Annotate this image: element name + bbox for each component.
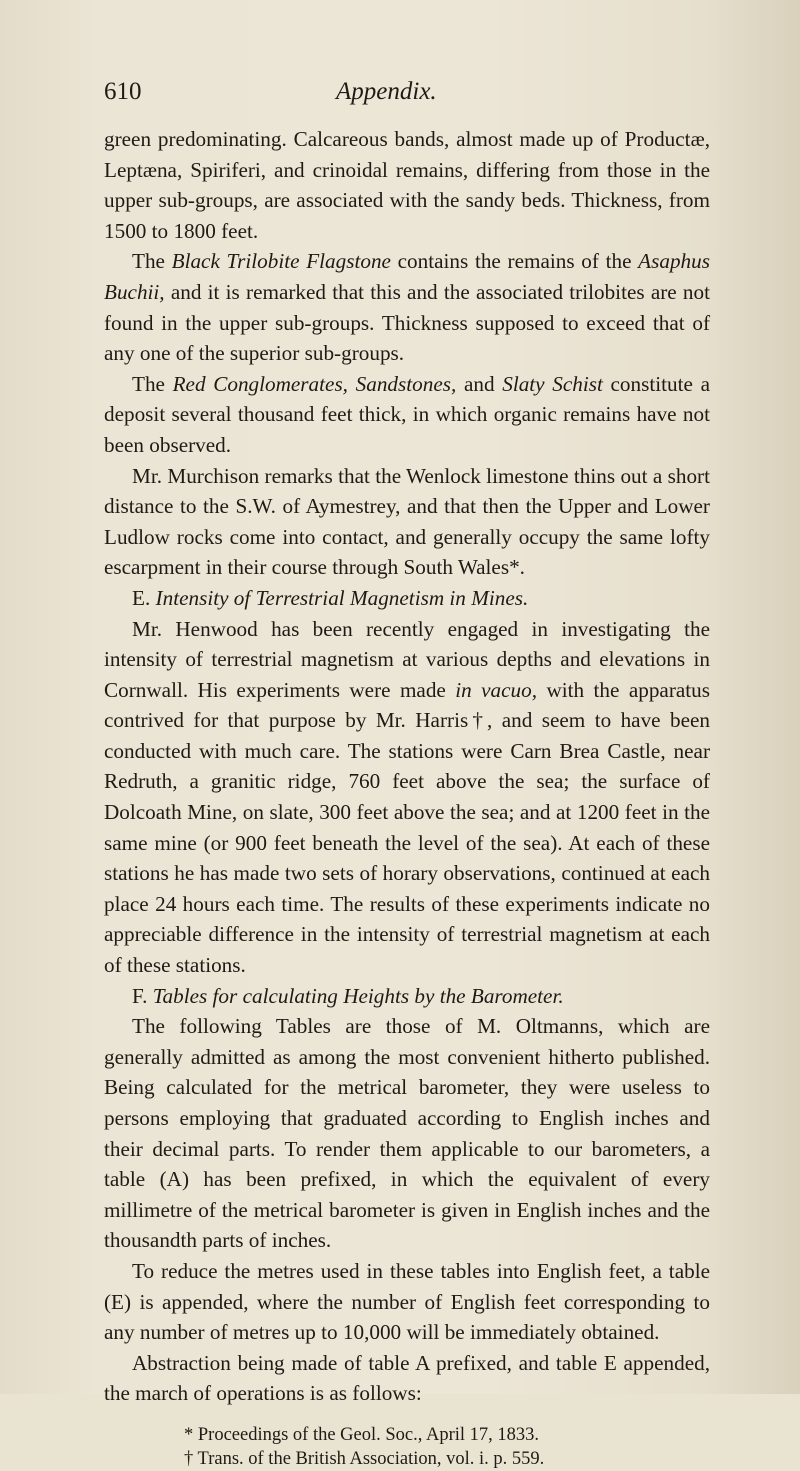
footnote: * Proceedings of the Geol. Soc., April 17, 1833. bbox=[184, 1424, 540, 1445]
text-run: Mr. Henwood has been recently engaged in investigating the intensity of terrestrial magnetism at various depths and elevations in Cornwall. His experiments were made bbox=[104, 616, 710, 702]
footnote: † Trans. of the British Association, vol. i. p. 559. bbox=[184, 1448, 545, 1469]
section-heading bbox=[104, 981, 710, 1012]
italic-text: Black Trilobite Flagstone bbox=[171, 249, 391, 274]
section-heading bbox=[104, 583, 710, 614]
text-run: The bbox=[132, 249, 172, 274]
paragraph bbox=[104, 1348, 710, 1409]
italic-text: Intensity of Terrestrial Magnetism in Mines. bbox=[155, 585, 529, 610]
italic-text: Red Conglomerates, Sandstones, bbox=[172, 371, 457, 396]
footnotes bbox=[104, 1423, 710, 1471]
paragraph bbox=[104, 1011, 710, 1256]
text-run: F. bbox=[132, 983, 153, 1008]
text-run: green predominating. Calcareous bands, almost made up of Productæ, Leptæna, Spiriferi, and crinoidal remains, differing from those in the upper sub-groups, are associated with the sandy beds. Thickness, from 1500 to 1800 feet. bbox=[104, 127, 710, 243]
italic-text: Asaphus Buchii, bbox=[104, 249, 710, 304]
text-run: constitute a deposit several thousand feet thick, in which organic remains have not been observed. bbox=[104, 371, 710, 457]
italic-text: Slaty Schist bbox=[502, 371, 603, 396]
page-header bbox=[104, 78, 724, 108]
body-text bbox=[104, 124, 710, 1471]
text-run: Abstraction being made of table A prefixed, and table E appended, the march of operations is as follows: bbox=[104, 1350, 710, 1406]
running-head: Appendix. bbox=[336, 78, 437, 105]
text-run: The bbox=[132, 371, 173, 396]
text-run: E. bbox=[132, 585, 156, 610]
paragraph bbox=[104, 124, 710, 246]
paragraph bbox=[104, 246, 710, 368]
paragraph bbox=[104, 614, 710, 981]
text-run: and it is remarked that this and the associated trilobites are not found in the upper sub-groups. Thickness supposed to exceed that of any one of the superior sub-groups. bbox=[104, 279, 710, 366]
text-run: Mr. Murchison remarks that the Wenlock limestone thins out a short distance to the S.W. of Aymestrey, and that then the Upper and Lower Ludlow rocks come into contact, and generally occupy the same lofty escarpment in their course through South Wales*. bbox=[104, 463, 710, 580]
paragraph bbox=[104, 1256, 710, 1348]
italic-text: Tables for calculating Heights by the Barometer. bbox=[152, 983, 564, 1008]
paragraphs bbox=[104, 124, 710, 1409]
text-run: The following Tables are those of M. Oltmanns, which are generally admitted as among the most convenient hitherto published. Being calculated for the metrical barometer, they were useless to persons employing that graduated according to English inches and their decimal parts. To render them applicable to our barometers, a table (A) has been prefixed, in which the equivalent of every millimetre of the metrical barometer is given in English inches and the thousandth parts of inches. bbox=[104, 1014, 710, 1253]
text-run: and bbox=[456, 371, 503, 396]
text-run: To reduce the metres used in these tables into English feet, a table (E) is appended, where the number of English feet corresponding to any number of metres up to 10,000 will be immediately obtained. bbox=[104, 1258, 710, 1345]
page-number: 610 bbox=[104, 78, 142, 105]
paragraph bbox=[104, 461, 710, 583]
text-run: contains the remains of the bbox=[390, 249, 639, 274]
paragraph bbox=[104, 369, 710, 461]
italic-text: in vacuo, bbox=[455, 677, 538, 702]
text-run: with the apparatus contrived for that purpose by Mr. Harris†, and seem to have been conducted with much care. The stations were Carn Brea Castle, near Redruth, a granitic ridge, 760 feet above the sea; the surface of Dolcoath Mine, on slate, 300 feet above the sea; and at 1200 feet in the same mine (or 900 feet beneath the level of the sea). At each of these stations he has made two sets of horary observations, continued at each place 24 hours each time. The results of these experiments indicate no appreciable difference in the intensity of terrestrial magnetism at each of these stations. bbox=[104, 677, 710, 978]
